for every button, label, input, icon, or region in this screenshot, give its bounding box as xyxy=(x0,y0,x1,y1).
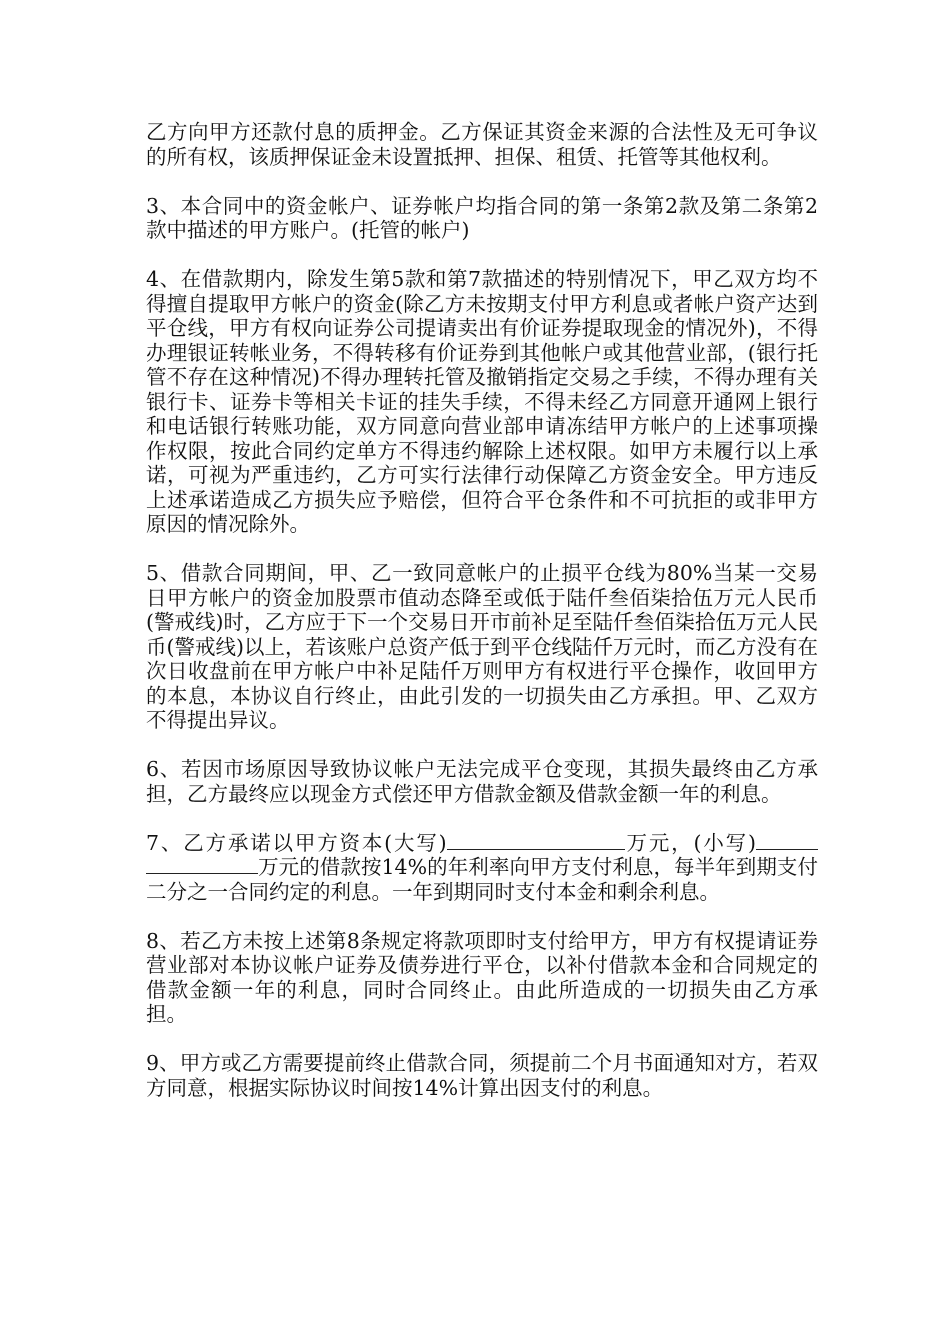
contract-page xyxy=(146,120,818,1125)
blank-amount-numeric-continued xyxy=(146,855,258,874)
paragraph-7-part1: 7、乙方承诺以甲方资本(大写) xyxy=(146,830,447,855)
paragraph-6: 6、若因市场原因导致协议帐户无法完成平仓变现，其损失最终由乙方承担，乙方最终应以现金方式偿还甲方借款金额及借款金额一年的利息。 xyxy=(146,757,818,806)
paragraph-7-part3: 万元的借款按14%的年利率向甲方支付利息，每半年到期支付二分之一合同约定的利息。一年到期同时支付本金和剩余利息。 xyxy=(146,855,818,904)
paragraph-9: 9、甲方或乙方需要提前终止借款合同，须提前二个月书面通知对方，若双方同意，根据实际协议时间按14%计算出因支付的利息。 xyxy=(146,1051,818,1100)
paragraph-5: 5、借款合同期间，甲、乙一致同意帐户的止损平仓线为80%当某一交易日甲方帐户的资金加股票市值动态降至或低于陆仟叁佰柒拾伍万元人民币(警戒线)时，乙方应于下一个交易日开市前补足至陆仟叁佰柒拾伍万元人民币(警戒线)以上，若该账户总资产低于到平仓线陆仟万元时，而乙方没有在次日收盘前在甲方帐户中补足陆仟万则甲方有权进行平仓操作，收回甲方的本息，本协议自行终止，由此引发的一切损失由乙方承担。甲、乙双方不得提出异议。 xyxy=(146,561,818,732)
blank-amount-numeric xyxy=(756,831,818,850)
paragraph-4: 4、在借款期内，除发生第5款和第7款描述的特别情况下，甲乙双方均不得擅自提取甲方帐户的资金(除乙方未按期支付甲方利息或者帐户资产达到平仓线，甲方有权向证券公司提请卖出有价证券提取现金的情况外)，不得办理银证转帐业务，不得转移有价证券到其他帐户或其他营业部，(银行托管不存在这种情况)不得办理转托管及撤销指定交易之手续，不得办理有关银行卡、证券卡等相关卡证的挂失手续，不得未经乙方同意开通网上银行和电话银行转账功能，双方同意向营业部申请冻结甲方帐户的上述事项操作权限，按此合同约定单方不得违约解除上述权限。如甲方未履行以上承诺，可视为严重违约，乙方可实行法律行动保障乙方资金安全。甲方违反上述承诺造成乙方损失应予赔偿，但符合平仓条件和不可抗拒的或非甲方原因的情况除外。 xyxy=(146,267,818,536)
paragraph-7 xyxy=(146,831,818,905)
paragraph-7-part2: 万元，(小写) xyxy=(624,830,757,855)
paragraph-3: 3、本合同中的资金帐户、证券帐户均指合同的第一条第2款及第二条第2款中描述的甲方账户。(托管的帐户) xyxy=(146,193,818,242)
blank-amount-uppercase xyxy=(447,831,625,850)
paragraph-8: 8、若乙方未按上述第8条规定将款项即时支付给甲方，甲方有权提请证券营业部对本协议帐户证券及债券进行平仓，以补付借款本金和合同规定的借款金额一年的利息，同时合同终止。由此所造成的一切损失由乙方承担。 xyxy=(146,928,818,1026)
paragraph-pledge: 乙方向甲方还款付息的质押金。乙方保证其资金来源的合法性及无可争议的所有权，该质押保证金未设置抵押、担保、租赁、托管等其他权利。 xyxy=(146,120,818,169)
